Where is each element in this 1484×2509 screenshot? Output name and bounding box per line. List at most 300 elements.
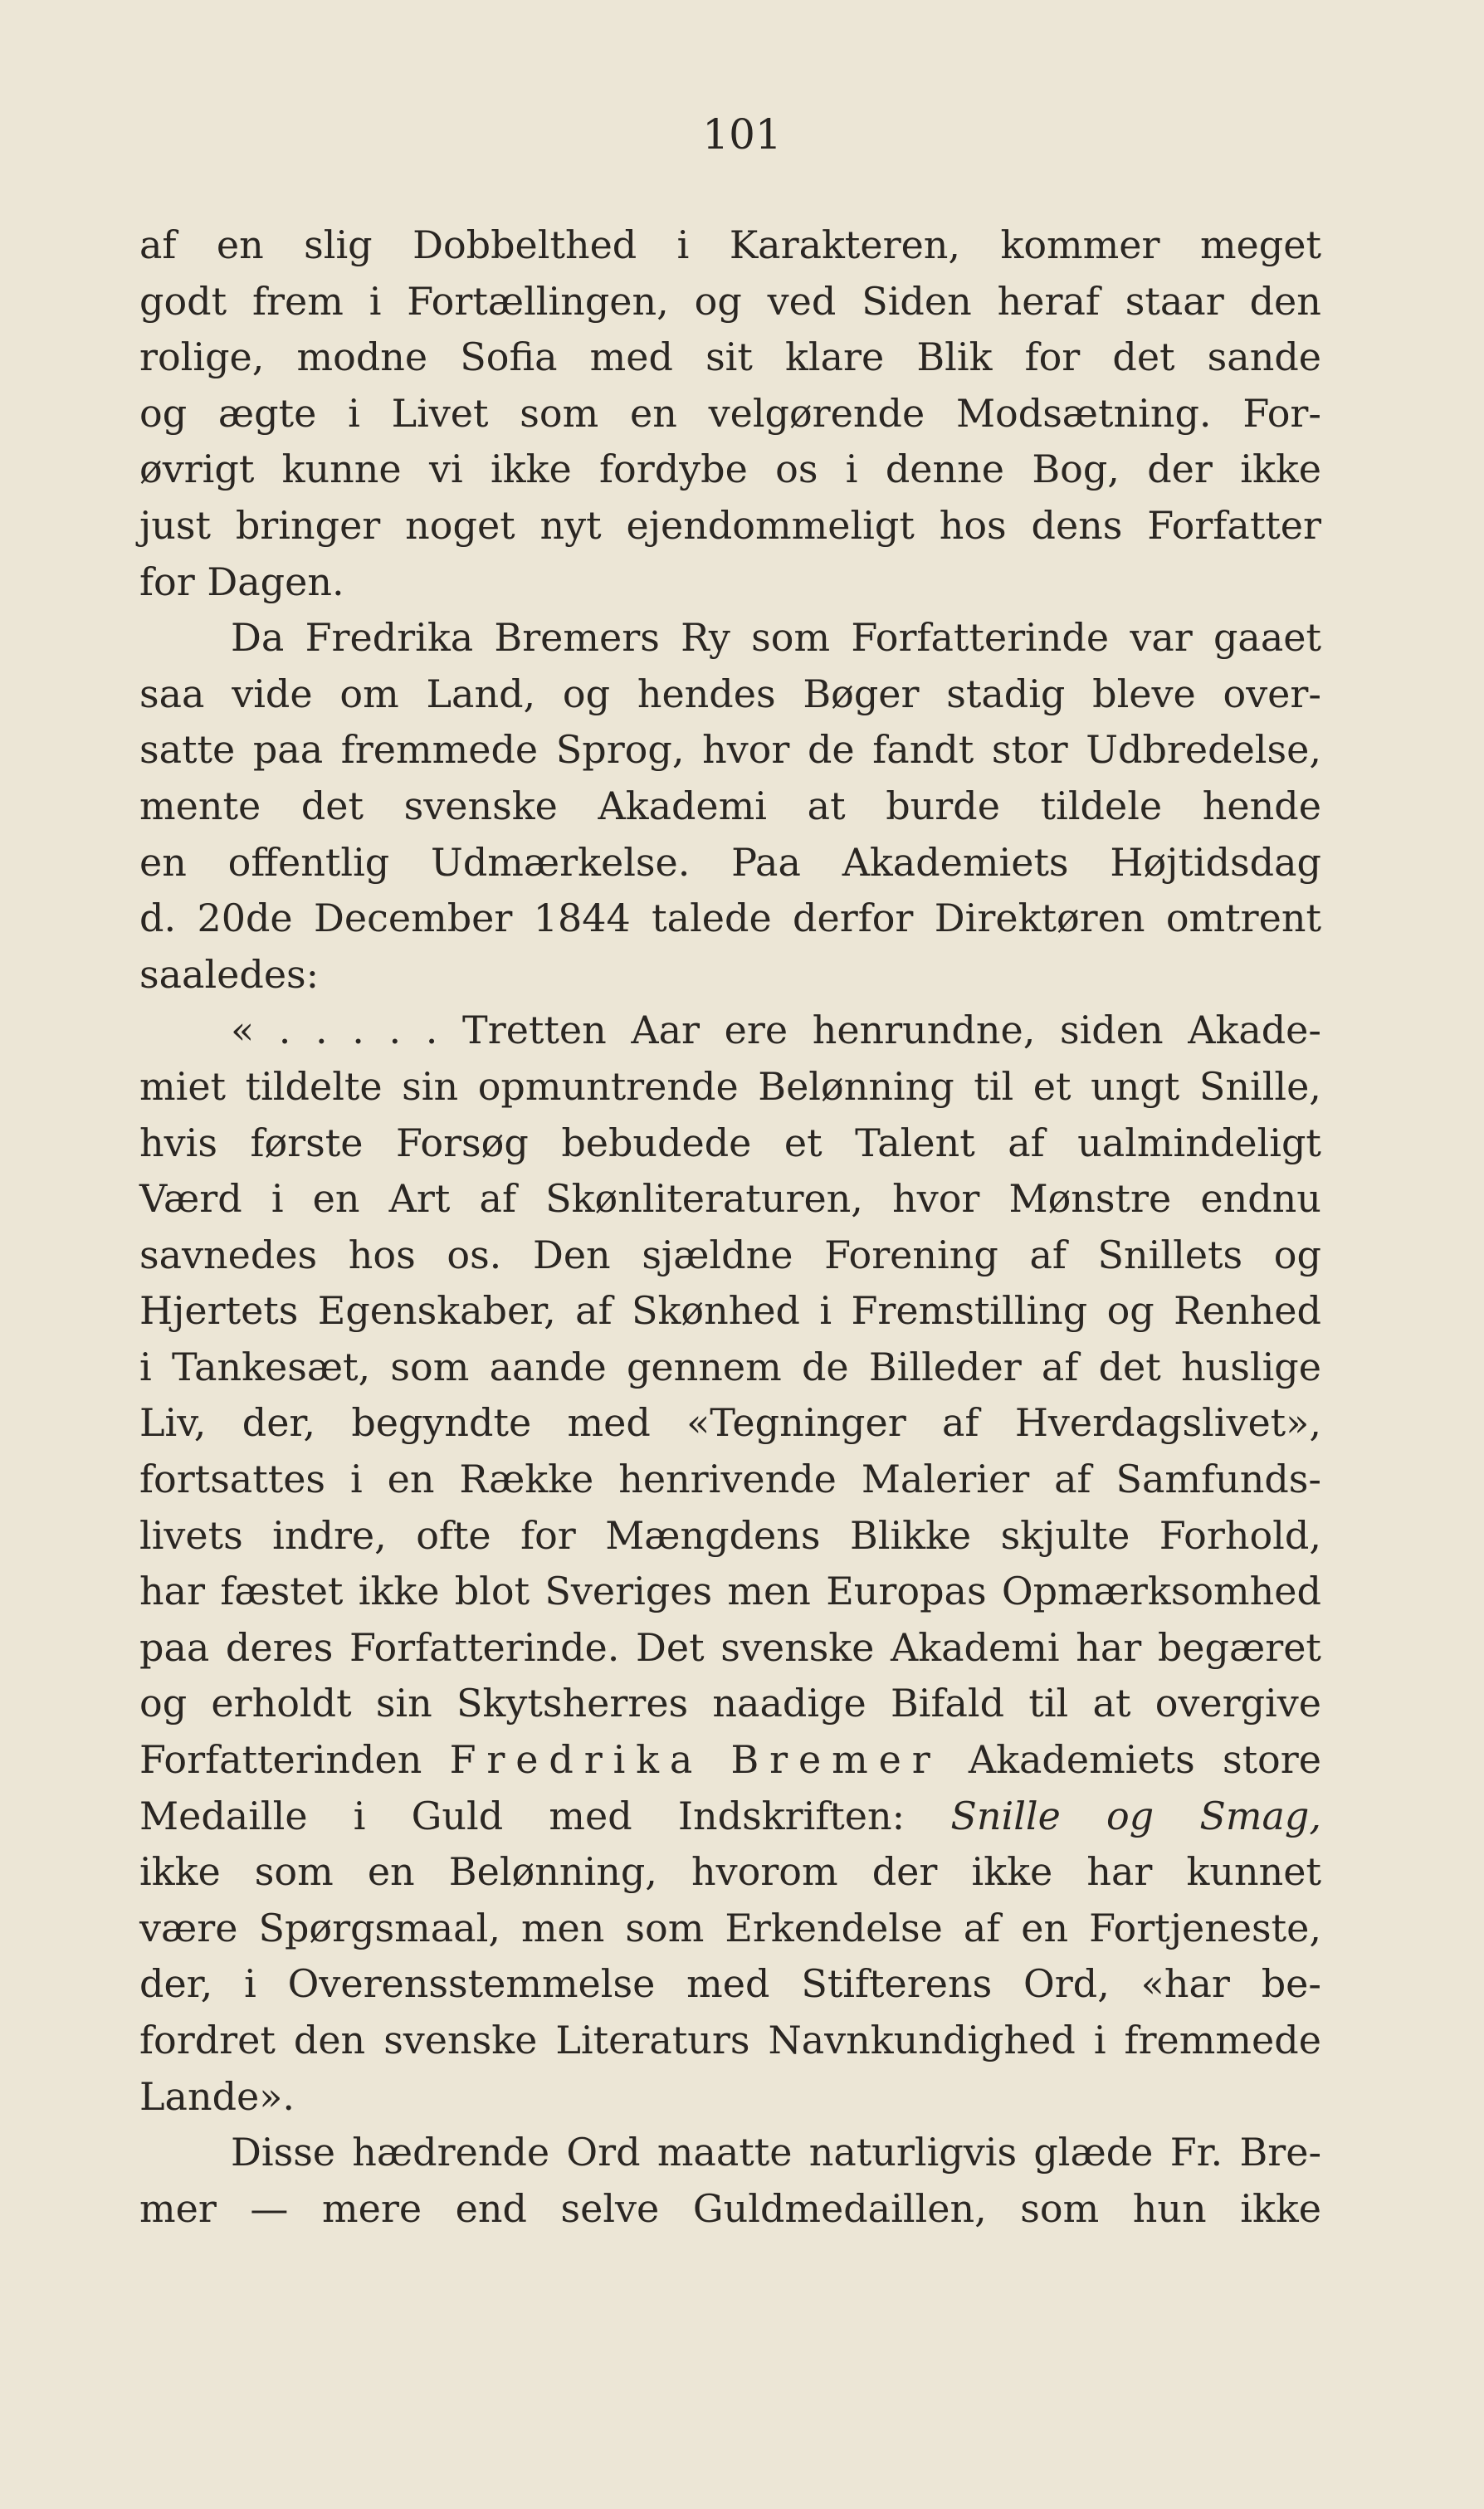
text-line [139, 1564, 1321, 1620]
word: at [807, 783, 846, 828]
text-line [139, 1395, 1321, 1452]
word: Skønliteraturen, [545, 1176, 863, 1222]
word: af [1041, 1344, 1079, 1389]
word: os [775, 447, 818, 492]
word: med [686, 1961, 770, 2007]
word: Erkendelse [725, 1905, 943, 1950]
word: 20de [197, 896, 293, 941]
word: en [312, 1176, 360, 1222]
word: fandt [872, 727, 974, 773]
word: Liv, [139, 1400, 207, 1446]
word: hos [939, 502, 1007, 548]
word: mente [139, 783, 261, 828]
word: sit [705, 334, 753, 380]
word: i [348, 390, 360, 436]
word: Belønning [758, 1063, 954, 1109]
word: Akademi [891, 1624, 1060, 1670]
word: glæde [1033, 2130, 1154, 2175]
word: Opmærksomhed [1001, 1569, 1321, 1614]
word: ikke [358, 1569, 440, 1614]
text-line [139, 2013, 1321, 2069]
word: der, [139, 1961, 213, 2007]
word: Blik [916, 334, 993, 380]
word: for [520, 1512, 576, 1558]
word: med [589, 334, 673, 380]
word: svenske [403, 783, 558, 828]
word: . [278, 1008, 291, 1053]
word: den [293, 2018, 366, 2062]
word: Bifald [890, 1681, 1005, 1726]
text-line [139, 217, 1321, 274]
text-line [139, 947, 1321, 1003]
word: Skytsherres [456, 1681, 689, 1726]
word: Blikke [849, 1512, 972, 1558]
word: Tretten [462, 1008, 607, 1053]
word: talede [652, 896, 772, 941]
word: at [1092, 1681, 1131, 1726]
word: henrivende [618, 1457, 837, 1502]
text-line [139, 2069, 1321, 2126]
word: Udmærkelse. [431, 839, 691, 885]
text-line [139, 1620, 1321, 1677]
text-line [139, 1732, 1321, 1789]
word: blot [454, 1569, 530, 1614]
word: «har [1140, 1961, 1230, 2007]
word: fremmede [340, 727, 539, 773]
text-line [139, 1340, 1321, 1396]
word: selve [560, 2185, 660, 2231]
word: af [575, 1288, 613, 1334]
text-line [139, 386, 1321, 442]
word: Tankesæt, [171, 1344, 371, 1389]
word: vide [232, 671, 313, 716]
word: en [216, 222, 264, 267]
word: Akademi [598, 783, 767, 828]
word: Udbredelse, [1086, 727, 1321, 773]
word: opmuntrende [477, 1063, 739, 1109]
word: siden [1059, 1008, 1164, 1053]
word: dens [1031, 502, 1123, 548]
word: som [254, 1849, 334, 1895]
text-line [139, 1171, 1321, 1228]
word: øvrigt [139, 447, 255, 492]
word: sande [1207, 334, 1321, 380]
word: huslige [1181, 1344, 1321, 1389]
word: første [250, 1120, 364, 1165]
text-line [139, 835, 1321, 891]
word: bleve [1092, 671, 1196, 716]
text-line [139, 1452, 1321, 1508]
word: Medaille [139, 1793, 308, 1838]
word: omtrent [1165, 896, 1321, 941]
word: nyt [539, 502, 602, 548]
word: deres [225, 1624, 334, 1670]
word: ungt [1091, 1063, 1180, 1109]
word: . [315, 1008, 328, 1053]
word: som [520, 390, 599, 436]
word: Aar [631, 1008, 701, 1053]
word: meget [1199, 222, 1321, 267]
word: Dagen. [207, 559, 344, 604]
word: miet [139, 1063, 227, 1109]
word: i [819, 1288, 832, 1334]
word: som [751, 615, 831, 661]
word: men [727, 1569, 811, 1614]
word: endnu [1200, 1176, 1321, 1222]
word: til [974, 1063, 1014, 1109]
word: i [271, 1176, 284, 1222]
word: Navnkundighed [768, 2018, 1076, 2062]
word: indre, [272, 1512, 387, 1558]
word: i [676, 222, 690, 267]
word: Egenskaber, [317, 1288, 556, 1334]
word: ikke [139, 1849, 221, 1895]
word: «Tegninger [686, 1400, 906, 1446]
word: fordret [139, 2018, 276, 2062]
word: og [1106, 1793, 1154, 1838]
text-line [139, 1676, 1321, 1732]
word: Guld [411, 1793, 504, 1838]
word: aande [489, 1344, 607, 1389]
word: har [1086, 1849, 1153, 1895]
word: ikke [1240, 2185, 1321, 2231]
word: mere [322, 2185, 422, 2231]
word: begyndte [351, 1400, 532, 1446]
word: til [1028, 1681, 1069, 1726]
word: ofte [416, 1512, 491, 1558]
word: af [139, 222, 177, 267]
text-line [139, 722, 1321, 779]
word: og [562, 671, 611, 716]
word: satte [139, 727, 236, 773]
word: stadig [946, 671, 1066, 716]
word: Skønhed [631, 1288, 800, 1334]
word: Sprog, [555, 727, 685, 773]
text-line [139, 1508, 1321, 1564]
word: hendes [637, 671, 776, 716]
word: saaledes: [139, 951, 320, 997]
word: men [520, 1905, 605, 1950]
text-line [139, 891, 1321, 947]
word: Fortjeneste, [1089, 1905, 1321, 1950]
word: ejendommeligt [626, 502, 915, 548]
word: Europas [826, 1569, 987, 1614]
word: Sveriges [544, 1569, 713, 1614]
text-line [139, 610, 1321, 666]
text-line [139, 554, 1321, 611]
word: begæret [1157, 1624, 1321, 1670]
word: . [352, 1008, 364, 1053]
word: Modsætning. [955, 390, 1212, 436]
word: hun [1132, 2185, 1207, 2231]
word: frem [251, 278, 344, 324]
word: Akademiets [842, 839, 1069, 885]
word: hvor [892, 1176, 980, 1222]
word: Fredrika [305, 615, 474, 661]
word: bebudede [561, 1120, 752, 1165]
word: et [1032, 1063, 1072, 1109]
text-line [139, 329, 1321, 386]
word: sin [375, 1681, 432, 1726]
word: Den [532, 1232, 611, 1277]
word: i [244, 1961, 256, 2007]
word: af [1054, 1457, 1091, 1502]
word: naturligvis [808, 2130, 1018, 2175]
word: Siden [862, 278, 972, 324]
word: staar [1125, 278, 1224, 324]
word: der, [242, 1400, 315, 1446]
word: Bremers [494, 615, 660, 661]
word: tildelte [245, 1063, 383, 1109]
word: Overensstemmelse [287, 1961, 656, 2007]
word: de [807, 727, 855, 773]
word: i [353, 1793, 366, 1838]
word: Lande». [139, 2073, 295, 2119]
word: . [388, 1008, 402, 1053]
word: Stifterens [801, 1961, 993, 2007]
word: Forfatterinde [851, 615, 1110, 661]
word: 1844 [533, 896, 631, 941]
word: December [314, 896, 513, 941]
word: Bøger [803, 671, 920, 716]
word: ualmindeligt [1077, 1120, 1321, 1165]
word: Snille [950, 1793, 1061, 1838]
word: gaaet [1213, 615, 1321, 661]
word: saa [139, 671, 205, 716]
word: en [367, 1849, 415, 1895]
page-number: 101 [702, 110, 782, 159]
word: hædrende [352, 2130, 550, 2175]
word: Ord, [1023, 1961, 1110, 2007]
word: der [871, 1849, 938, 1895]
word: Fr. [1169, 2130, 1223, 2175]
word: . [425, 1008, 438, 1053]
word: « [231, 1008, 255, 1053]
word: offentlig [227, 839, 390, 885]
word: Dobbelthed [412, 222, 637, 267]
text-line [139, 1003, 1321, 1059]
word: overgive [1154, 1681, 1321, 1726]
word: ikke [491, 447, 572, 492]
word: Malerier [861, 1457, 1030, 1502]
word: fortsattes [139, 1457, 326, 1502]
word: Art [388, 1176, 451, 1222]
word: ikke [1240, 447, 1321, 492]
word: slig [304, 222, 373, 267]
word: som [1020, 2185, 1100, 2231]
word: henrundne, [812, 1008, 1036, 1053]
word: stor [991, 727, 1068, 773]
word: godt [139, 278, 227, 324]
word: af [479, 1176, 516, 1222]
word: Bremer [730, 1737, 941, 1783]
word: af [942, 1400, 979, 1446]
word: et [783, 1120, 823, 1165]
text-line [139, 2181, 1321, 2238]
word: svenske [383, 2018, 538, 2062]
word: erholdt [211, 1681, 352, 1726]
word: Guldmedaillen, [692, 2185, 987, 2231]
word: fremmede [1124, 2018, 1321, 2062]
word: være [139, 1905, 238, 1950]
word: af [963, 1905, 1001, 1950]
word: hende [1202, 783, 1321, 828]
word: d. [139, 896, 177, 941]
word: Ry [681, 615, 730, 661]
word: Akademiets [968, 1737, 1195, 1783]
word: sin [402, 1063, 459, 1109]
word: med [567, 1400, 651, 1446]
word: har [139, 1569, 206, 1614]
word: for [139, 559, 195, 604]
word: just [139, 502, 211, 548]
word: sjældne [642, 1232, 793, 1277]
word: Samfunds- [1115, 1457, 1321, 1502]
word: klare [785, 334, 885, 380]
word: Disse [231, 2130, 336, 2175]
word: Række [459, 1457, 594, 1502]
word: ægte [217, 390, 317, 436]
word: og [694, 278, 742, 324]
word: i [139, 1344, 152, 1389]
word: den [1249, 278, 1321, 324]
word: det [1112, 334, 1175, 380]
word: Literaturs [555, 2018, 750, 2062]
word: af [1008, 1120, 1045, 1165]
word: burde [886, 783, 1000, 828]
text-line [139, 1789, 1321, 1845]
word: Sofia [460, 334, 558, 380]
word: modne [296, 334, 428, 380]
word: Værd [139, 1176, 242, 1222]
word: Billeder [868, 1344, 1022, 1389]
word: fordybe [599, 447, 748, 492]
word: kunnet [1186, 1849, 1321, 1895]
word: kunne [281, 447, 402, 492]
word: hvis [139, 1120, 217, 1165]
word: ikke [971, 1849, 1053, 1895]
word: heraf [997, 278, 1100, 324]
text-line [139, 442, 1321, 498]
word: af [1029, 1232, 1067, 1277]
word: For- [1242, 390, 1321, 436]
word: og [1273, 1232, 1321, 1277]
word: var [1130, 615, 1193, 661]
word: i [845, 447, 858, 492]
word: Livet [391, 390, 489, 436]
word: som [625, 1905, 705, 1950]
text-line [139, 1228, 1321, 1284]
word: bringer [235, 502, 381, 548]
word: Forsøg [395, 1120, 529, 1165]
word: be- [1261, 1961, 1321, 2007]
text-line [139, 2125, 1321, 2181]
word: Det [636, 1624, 705, 1670]
word: store [1222, 1737, 1321, 1783]
word: og [1106, 1288, 1154, 1334]
word: i [1093, 2018, 1106, 2062]
word: Talent [855, 1120, 975, 1165]
word: Spørgsmaal, [258, 1905, 500, 1950]
word: Direktøren [934, 896, 1145, 941]
word: Indskriften: [677, 1793, 906, 1838]
text-line [139, 1115, 1321, 1172]
word: Mængdens [605, 1512, 821, 1558]
word: Fremstilling [851, 1288, 1088, 1334]
word: Hjertets [139, 1288, 299, 1334]
word: ved [767, 278, 837, 324]
text-line [139, 1283, 1321, 1340]
word: derfor [793, 896, 914, 941]
word: i [369, 278, 382, 324]
word: de [801, 1344, 849, 1389]
word: vi [428, 447, 463, 492]
word: end [455, 2185, 527, 2231]
word: paa [252, 727, 324, 773]
word: mer [139, 2185, 217, 2231]
word: Karakteren, [729, 222, 961, 267]
word: og [139, 1681, 188, 1726]
word: gennem [626, 1344, 782, 1389]
word: velgørende [708, 390, 925, 436]
word: Snille, [1198, 1063, 1321, 1109]
word: — [250, 2185, 289, 2231]
text-line [139, 274, 1321, 330]
word: en [629, 390, 677, 436]
word: en [139, 839, 187, 885]
word: Paa [731, 839, 801, 885]
word: ere [724, 1008, 788, 1053]
word: livets [139, 1512, 243, 1558]
word: hos [348, 1232, 416, 1277]
word: paa [139, 1624, 210, 1670]
word: Smag, [1199, 1793, 1321, 1838]
word: tildele [1040, 783, 1163, 828]
word: Land, [426, 671, 536, 716]
word: og [139, 390, 188, 436]
word: har [1076, 1624, 1142, 1670]
word: Da [231, 615, 285, 661]
word: naadige [712, 1681, 866, 1726]
word: Snillets [1097, 1232, 1243, 1277]
word: det [300, 783, 364, 828]
word: en [387, 1457, 435, 1502]
word: Forfatter [1147, 502, 1321, 548]
text-line [139, 498, 1321, 554]
text-line [139, 1956, 1321, 2013]
word: Bog, [1032, 447, 1120, 492]
word: hvor [702, 727, 790, 773]
word: der [1147, 447, 1213, 492]
word: for [1024, 334, 1081, 380]
word: Ord [566, 2130, 641, 2175]
body-text [139, 217, 1321, 2237]
word: om [339, 671, 399, 716]
word: Fortællingen, [407, 278, 669, 324]
word: Højtidsdag [1110, 839, 1321, 885]
word: noget [405, 502, 515, 548]
word: savnedes [139, 1232, 318, 1277]
text-line [139, 666, 1321, 723]
word: som [390, 1344, 470, 1389]
word: kommer [1000, 222, 1160, 267]
word: Forfatterinde. [349, 1624, 620, 1670]
word: os. [447, 1232, 502, 1277]
word: Renhed [1174, 1288, 1321, 1334]
word: over- [1223, 671, 1321, 716]
word: Forhold, [1159, 1512, 1321, 1558]
word: en [1021, 1905, 1069, 1950]
